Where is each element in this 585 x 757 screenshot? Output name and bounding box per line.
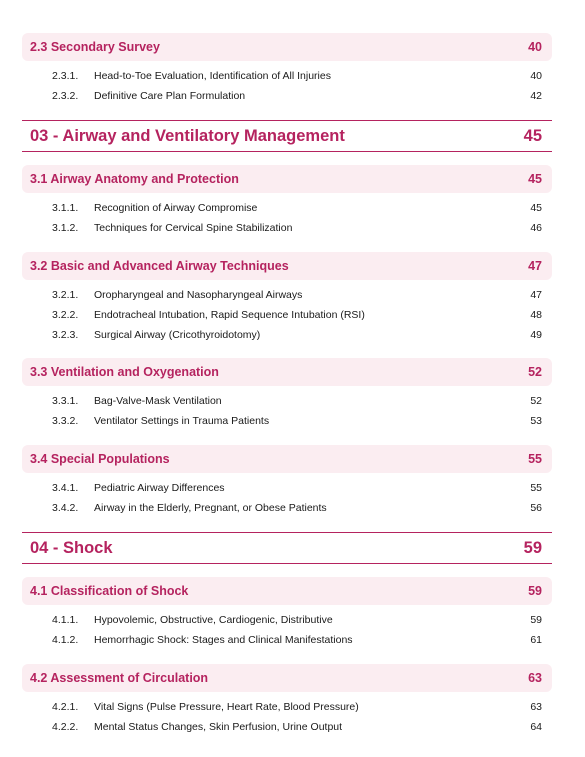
entry-title: Oropharyngeal and Nasopharyngeal Airways [94,289,303,301]
entry-number: 2.3.1. [52,70,79,82]
toc-entry[interactable] [22,478,552,498]
entry-page-number: 52 [530,395,542,407]
entry-number: 3.2.2. [52,309,79,321]
entry-page-number: 48 [530,309,542,321]
entry-number: 3.2.1. [52,289,79,301]
heading-page-number: 47 [528,259,542,273]
section-block [22,358,552,431]
subsection-list [22,285,552,345]
subsection-list [22,391,552,431]
entry-title: Airway in the Elderly, Pregnant, or Obese Patients [94,502,327,514]
entry-page-number: 59 [530,614,542,626]
entry-number: 3.3.1. [52,395,79,407]
section-block [22,252,552,345]
entry-number: 3.1.2. [52,222,79,234]
entry-page-number: 55 [530,482,542,494]
entry-title: Head-to-Toe Evaluation, Identification of All Injuries [94,70,331,82]
heading-page-number: 52 [528,365,542,379]
section-block [22,165,552,238]
chapter-heading[interactable] [22,120,552,152]
toc-entry[interactable] [22,498,552,518]
entry-page-number: 47 [530,289,542,301]
heading-title: 3.4 Special Populations [30,452,170,466]
subsection-list [22,610,552,650]
chapter-block [22,532,552,564]
toc-entry[interactable] [22,198,552,218]
entry-title: Mental Status Changes, Skin Perfusion, Urine Output [94,721,343,733]
heading-page-number: 40 [528,40,542,54]
entry-page-number: 61 [530,634,542,646]
entry-page-number: 49 [530,329,542,341]
entry-title: Pediatric Airway Differences [94,482,225,494]
section-block [22,445,552,518]
toc-entry[interactable] [22,285,552,305]
toc-entry[interactable] [22,66,552,86]
toc-entry[interactable] [22,218,552,238]
entry-title: Ventilator Settings in Trauma Patients [94,415,270,427]
entry-number: 4.1.2. [52,634,79,646]
entry-title: Surgical Airway (Cricothyroidotomy) [94,329,261,341]
entry-number: 4.1.1. [52,614,79,626]
section-block [22,664,552,737]
entry-number: 3.1.1. [52,202,79,214]
heading-page-number: 55 [528,452,542,466]
entry-page-number: 64 [530,721,542,733]
entry-number: 3.3.2. [52,415,79,427]
entry-title: Bag-Valve-Mask Ventilation [94,395,222,407]
subsection-list [22,66,552,106]
heading-page-number: 59 [528,584,542,598]
toc-entry[interactable] [22,697,552,717]
entry-page-number: 53 [530,415,542,427]
heading-title: 4.2 Assessment of Circulation [30,671,209,685]
entry-title: Techniques for Cervical Spine Stabilization [94,222,293,234]
entry-page-number: 46 [530,222,542,234]
entry-number: 3.2.3. [52,329,79,341]
toc-entry[interactable] [22,391,552,411]
heading-title: 4.1 Classification of Shock [30,584,189,598]
section-heading[interactable] [22,358,552,386]
entry-number: 3.4.1. [52,482,79,494]
toc-entry[interactable] [22,630,552,650]
toc-entry[interactable] [22,325,552,345]
section-block [22,33,552,106]
heading-title: 04 - Shock [30,538,113,557]
section-heading[interactable] [22,165,552,193]
section-heading[interactable] [22,445,552,473]
entry-title: Hypovolemic, Obstructive, Cardiogenic, Distributive [94,614,333,626]
heading-title: 03 - Airway and Ventilatory Management [30,126,345,145]
entry-page-number: 63 [530,701,542,713]
chapter-block [22,120,552,152]
entry-title: Endotracheal Intubation, Rapid Sequence Intubation (RSI) [94,309,365,321]
toc-entry[interactable] [22,305,552,325]
entry-title: Recognition of Airway Compromise [94,202,258,214]
entry-title: Hemorrhagic Shock: Stages and Clinical Manifestations [94,634,353,646]
toc-entry[interactable] [22,610,552,630]
entry-number: 2.3.2. [52,90,79,102]
heading-title: 3.2 Basic and Advanced Airway Techniques [30,259,289,273]
heading-title: 2.3 Secondary Survey [30,40,160,54]
entry-page-number: 45 [530,202,542,214]
entry-number: 4.2.1. [52,701,79,713]
chapter-heading[interactable] [22,532,552,564]
heading-title: 3.1 Airway Anatomy and Protection [30,172,239,186]
entry-page-number: 56 [530,502,542,514]
section-heading[interactable] [22,33,552,61]
section-heading[interactable] [22,664,552,692]
section-block [22,577,552,650]
section-heading[interactable] [22,577,552,605]
heading-page-number: 59 [523,538,542,557]
subsection-list [22,478,552,518]
entry-title: Definitive Care Plan Formulation [94,90,246,102]
section-heading[interactable] [22,252,552,280]
heading-page-number: 45 [528,172,542,186]
heading-title: 3.3 Ventilation and Oxygenation [30,365,219,379]
heading-page-number: 63 [528,671,542,685]
entry-title: Vital Signs (Pulse Pressure, Heart Rate, Blood Pressure) [94,701,359,713]
subsection-list [22,697,552,737]
entry-number: 4.2.2. [52,721,79,733]
toc-entry[interactable] [22,86,552,106]
entry-page-number: 42 [530,90,542,102]
heading-page-number: 45 [523,126,542,145]
entry-page-number: 40 [530,70,542,82]
toc-entry[interactable] [22,411,552,431]
toc-entry[interactable] [22,717,552,737]
entry-number: 3.4.2. [52,502,79,514]
subsection-list [22,198,552,238]
